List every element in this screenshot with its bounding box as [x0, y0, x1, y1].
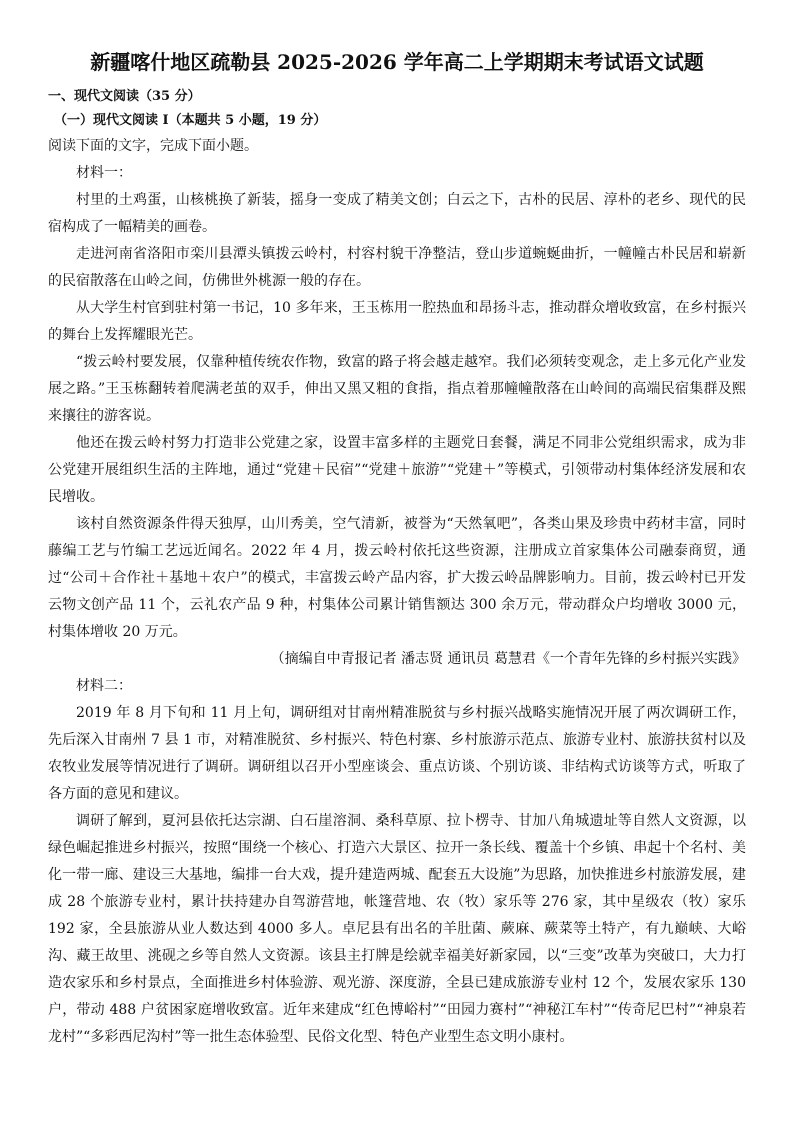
paragraph: 2019 年 8 月下旬和 11 月上旬，调研组对甘南州精准脱贫与乡村振兴战略实施情况开展了两次调研工作，先后深入甘南州 7 县 1 市，对精准脱贫、乡村振兴、特色村寨、乡村旅游示范点、旅游专业村、旅游扶贫村以及农牧业发展等情况进行了调研。调研组以召开小型座谈会、重点访谈、个别访谈、非结构式访谈等方式，听取了各方面的意见和建议。 [48, 705, 746, 802]
page-title: 新疆喀什地区疏勒县 2025-2026 学年高二上学期期末考试语文试题 [90, 50, 704, 74]
paragraph: 从大学生村官到驻村第一书记，10 多年来，王玉栋用一腔热血和昂扬斗志，推动群众增收致富，在乡村振兴的舞台上发挥耀眼光芒。 [48, 300, 746, 343]
source-citation: （摘编自中青报记者 潘志贤 通讯员 葛慧君《一个青年先锋的乡村振兴实践》 [270, 651, 746, 667]
paragraph: “拨云岭村要发展，仅靠种植传统农作物，致富的路子将会越走越窄。我们必须转变观念，走上多元化产业发展之路。”王玉栋翻转着爬满老茧的双手，伸出又黑又粗的食指，指点着那幢幢散落在山岭间的高端民宿集群及熙来攘往的游客说。 [48, 354, 746, 424]
paragraph: 走进河南省洛阳市栾川县潭头镇拨云岭村，村容村貌干净整洁，登山步道蜿蜒曲折，一幢幢古朴民居和崭新的民宿散落在山岭之间，仿佛世外桃源一般的存在。 [48, 246, 746, 289]
paragraph: 该村自然资源条件得天独厚，山川秀美，空气清新，被誉为“天然氧吧”，各类山果及珍贵中药材丰富，同时藤编工艺与竹编工艺远近闻名。2022 年 4 月，拨云岭村依托这些资源，注册成立首家集体公司融泰商贸，通过“公司＋合作社＋基地＋农户”的模式，丰富拨云岭产品内容，扩大拨云岭品牌影响力。目前，拨云岭村已开发云物文创产品 11 个，云礼农产品 9 种，村集体公司累计销售额达 300 余万元，带动群众户均增收 3000 元，村集体增收 20 万元。 [48, 516, 746, 640]
material-two-label: 材料二： [76, 678, 132, 694]
subsection-heading: （一）现代文阅读 I（本题共 5 小题，19 分） [54, 113, 327, 128]
paragraph: 他还在拨云岭村努力打造非公党建之家，设置丰富多样的主题党日套餐，满足不同非公党组织需求，成为非公党建开展组织生活的主阵地，通过“党建＋民宿”“党建＋旅游”“党建＋”等模式，引领带动村集体经济发展和农民增收。 [48, 435, 746, 505]
paragraph: 村里的土鸡蛋，山核桃换了新装，摇身一变成了精美文创；白云之下，古朴的民居、淳朴的老乡、现代的民宿构成了一幅精美的画卷。 [48, 192, 746, 235]
instruction-text: 阅读下面的文字，完成下面小题。 [48, 138, 258, 154]
paragraph: 调研了解到，夏河县依托达宗湖、白石崖溶洞、桑科草原、拉卜楞寺、甘加八角城遗址等自然人文资源，以绿色崛起推进乡村振兴，按照“围绕一个核心、打造六大景区、拉开一条长线、覆盖十个乡镇、串起十个名村、美化一带一廊、建设三大基地，编排一台大戏，提升建造两城、配套五大设施”为思路，加快推进乡村旅游发展，建成 28 个旅游专业村，累计扶持建办自驾游营地，帐篷营地、农（牧）家乐等 276 家，其中星级农（牧）家乐 192 家，全县旅游从业人数达到 4000 多人。卓尼县有出名的羊肚菌、蕨麻、蕨菜等土特产，有九巅峡、大峪沟、藏王故里、洮砚之乡等自然人文资源。该县主打牌是绘就幸福美好新家园，以“三变”改革为突破口，大力打造农家乐和乡村景点，全面推进乡村体验游、观光游、深度游，全县已建成旅游专业村 12 个，发展农家乐 130 户，带动 488 户贫困家庭增收致富。近年来建成“红色博峪村”“田园力赛村”“神秘江车村”“传奇尼巴村”“神泉若龙村”“多彩西尼沟村”等一批生态体验型、民俗文化型、特色产业型生态文明小康村。 [48, 813, 746, 1045]
material-one-label: 材料一： [76, 165, 132, 181]
section-heading: 一、现代文阅读（35 分） [48, 89, 201, 104]
